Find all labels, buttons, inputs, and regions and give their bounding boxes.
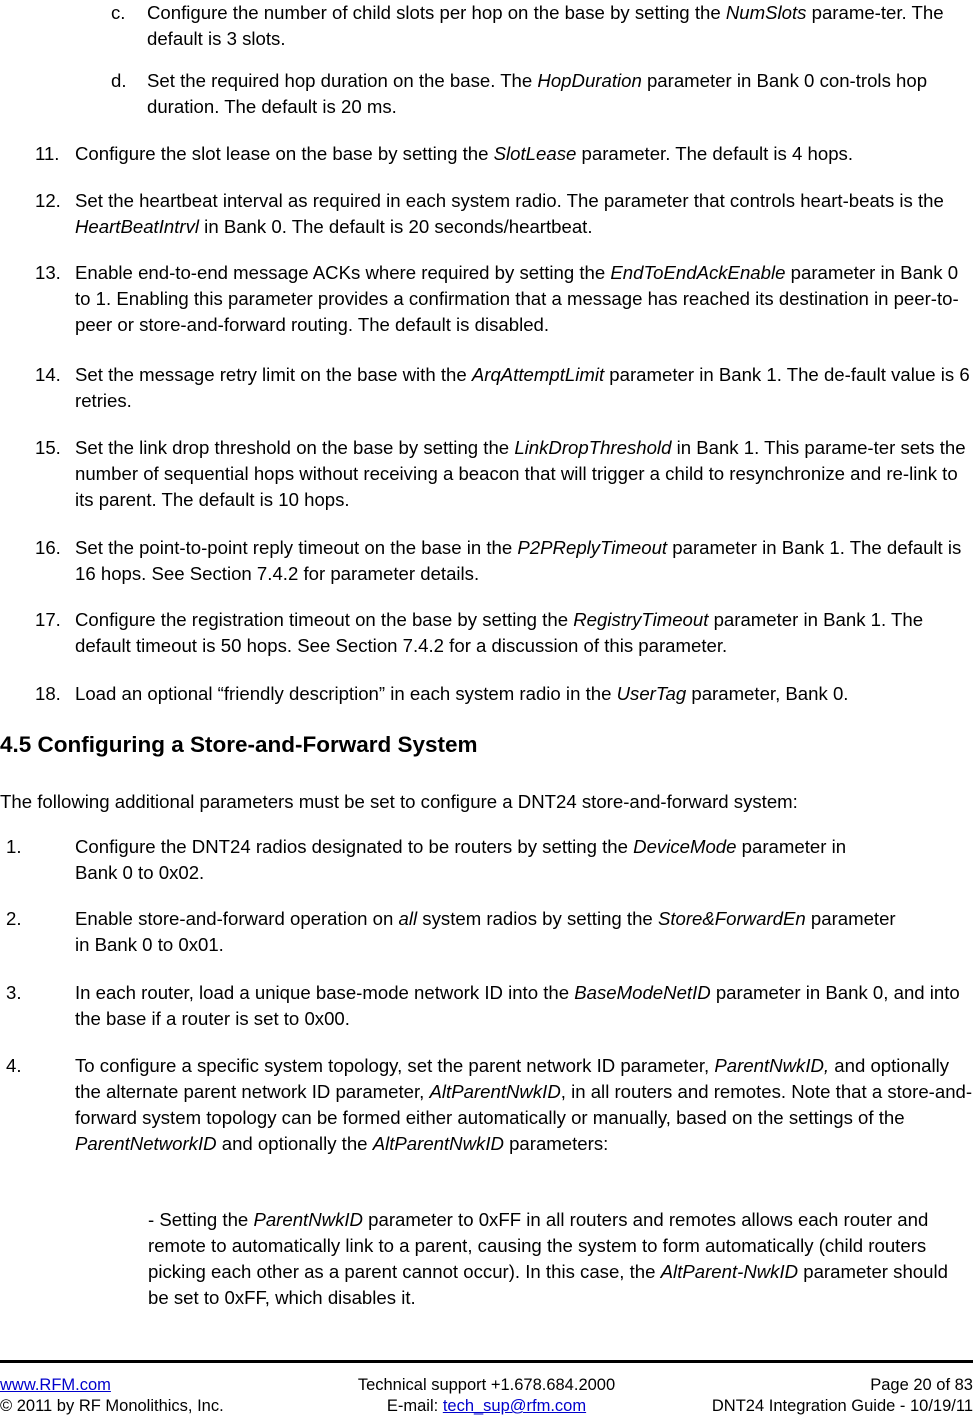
footer-divider [0,1360,973,1363]
support-phone: Technical support +1.678.684.2000 [357,1376,616,1394]
guide-title: DNT24 Integration Guide - 10/19/11 [711,1397,973,1415]
note-paragraph: - Setting the ParentNwkID parameter to 0xFF in all routers and remotes allows each router and remote to automatically link to a parent, causing the system to form automatically (child routers picking each other as a parent cannot occur). In this case, the AltParent-NwkID parameter should be set to 0xFF, which disables it. [148,1209,948,1308]
support-email: E-mail: tech_sup@rfm.com [386,1397,587,1415]
email-link[interactable]: tech_sup@rfm.com [442,1397,587,1415]
section-intro: The following additional parameters must be set to configure a DNT24 store-and-forward system: [0,791,798,812]
copyright: © 2011 by RF Monolithics, Inc. [0,1397,224,1415]
section-heading: 4.5 Configuring a Store-and-Forward System [0,732,478,757]
website-link[interactable]: www.RFM.com [0,1376,111,1394]
page-number: Page 20 of 83 [870,1376,973,1394]
